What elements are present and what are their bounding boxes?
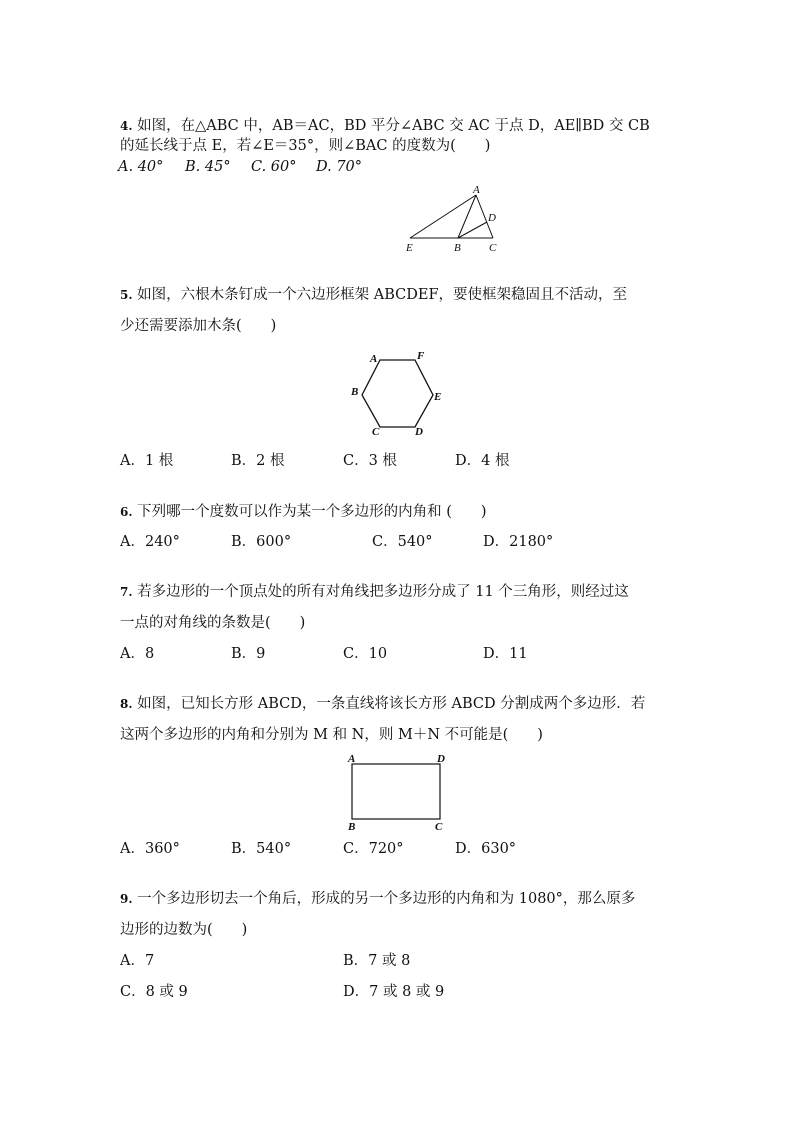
q5-number: 5. (120, 288, 133, 302)
q5-option-c[interactable]: C．3 根 (343, 453, 397, 469)
q4-text-1: 如图，在△ABC 中，AB＝AC，BD 平分∠ABC 交 AC 于点 D，AE∥BD 交 CB (137, 118, 650, 134)
label-a: A (370, 353, 378, 365)
q6-number: 6. (120, 505, 133, 519)
q9-text-1: 一个多边形切去一个角后，形成的另一个多边形的内角和为 1080°，那么原多 (137, 891, 636, 907)
q5-option-a[interactable]: A．1 根 (120, 453, 174, 469)
label-b: B (454, 242, 461, 254)
q8-option-d[interactable]: D．630° (455, 841, 517, 857)
rectangle-abcd (352, 764, 440, 819)
q6-line-1 (120, 502, 487, 522)
q4-number: 4. (120, 119, 133, 133)
q9-option-c[interactable]: C．8 或 9 (120, 984, 188, 1000)
q7-option-b[interactable]: B．9 (231, 646, 266, 662)
label-e: E (434, 391, 442, 403)
line-bd (458, 222, 487, 238)
label-a: A (473, 184, 480, 196)
q4-text-2: 的延长线于点 E，若∠E＝35°，则∠BAC 的度数为( ) (120, 138, 491, 154)
q8-text-2: 这两个多边形的内角和分别为 M 和 N，则 M＋N 不可能是( ) (120, 727, 543, 743)
label-b: B (351, 386, 359, 398)
q8-option-c[interactable]: C．720° (343, 841, 404, 857)
q4-line-2 (120, 136, 490, 156)
q5-line-2 (120, 316, 276, 336)
label-d: D (437, 753, 445, 765)
label-a: A (348, 753, 356, 765)
q7-option-d[interactable]: D．11 (483, 646, 528, 662)
q7-number: 7. (120, 585, 133, 599)
label-b: B (348, 821, 356, 833)
q4-option-c[interactable]: C. 60° (251, 159, 297, 175)
q7-text-1: 若多边形的一个顶点处的所有对角线把多边形分成了 11 个三角形，则经过这 (137, 584, 629, 600)
q9-line-2 (120, 920, 247, 940)
q8-line-2 (120, 725, 543, 745)
q9-line-1 (120, 889, 635, 909)
q4-option-d[interactable]: D. 70° (316, 159, 363, 175)
label-d: D (415, 426, 423, 438)
q6-option-a[interactable]: A．240° (120, 534, 180, 550)
q4-line-1 (120, 116, 650, 136)
q5-text-1: 如图，六根木条钉成一个六边形框架 ABCDEF，要使框架稳固且不活动，至 (137, 287, 628, 303)
label-f: F (417, 350, 425, 362)
label-c: C (489, 242, 497, 254)
q7-line-2 (120, 613, 305, 633)
q7-line-1 (120, 582, 629, 602)
q9-number: 9. (120, 892, 133, 906)
q9-option-b[interactable]: B．7 或 8 (343, 953, 411, 969)
q6-option-b[interactable]: B．600° (231, 534, 292, 550)
q5-line-1 (120, 285, 627, 305)
q7-option-a[interactable]: A．8 (120, 646, 155, 662)
q9-option-d[interactable]: D．7 或 8 或 9 (343, 984, 445, 1000)
q8-rectangle-figure (340, 750, 460, 835)
q9-option-a[interactable]: A．7 (120, 953, 155, 969)
q9-text-2: 边形的边数为( ) (120, 922, 248, 938)
line-ae (410, 195, 476, 238)
q4-option-a[interactable]: A. 40° (118, 159, 164, 175)
q8-option-a[interactable]: A．360° (120, 841, 180, 857)
q4-option-b[interactable]: B. 45° (185, 159, 231, 175)
q6-option-c[interactable]: C．540° (372, 534, 433, 550)
hexagon (362, 360, 433, 427)
q8-text-1: 如图，已知长方形 ABCD，一条直线将该长方形 ABCD 分割成两个多边形．若 (137, 696, 646, 712)
q6-option-d[interactable]: D．2180° (483, 534, 554, 550)
q8-number: 8. (120, 697, 133, 711)
label-c: C (372, 426, 380, 438)
q8-option-b[interactable]: B．540° (231, 841, 292, 857)
label-e: E (406, 242, 413, 254)
q5-text-2: 少还需要添加木条( ) (120, 318, 277, 334)
q8-line-1 (120, 694, 645, 714)
q7-text-2: 一点的对角线的条数是( ) (120, 615, 306, 631)
label-d: D (488, 212, 496, 224)
q7-option-c[interactable]: C．10 (343, 646, 388, 662)
q4-triangle-figure (400, 180, 510, 260)
label-c: C (435, 821, 443, 833)
q5-option-d[interactable]: D．4 根 (455, 453, 510, 469)
q5-hexagon-figure (345, 345, 455, 440)
q5-option-b[interactable]: B．2 根 (231, 453, 285, 469)
q6-text-1: 下列哪一个度数可以作为某一个多边形的内角和 ( ) (137, 504, 487, 520)
